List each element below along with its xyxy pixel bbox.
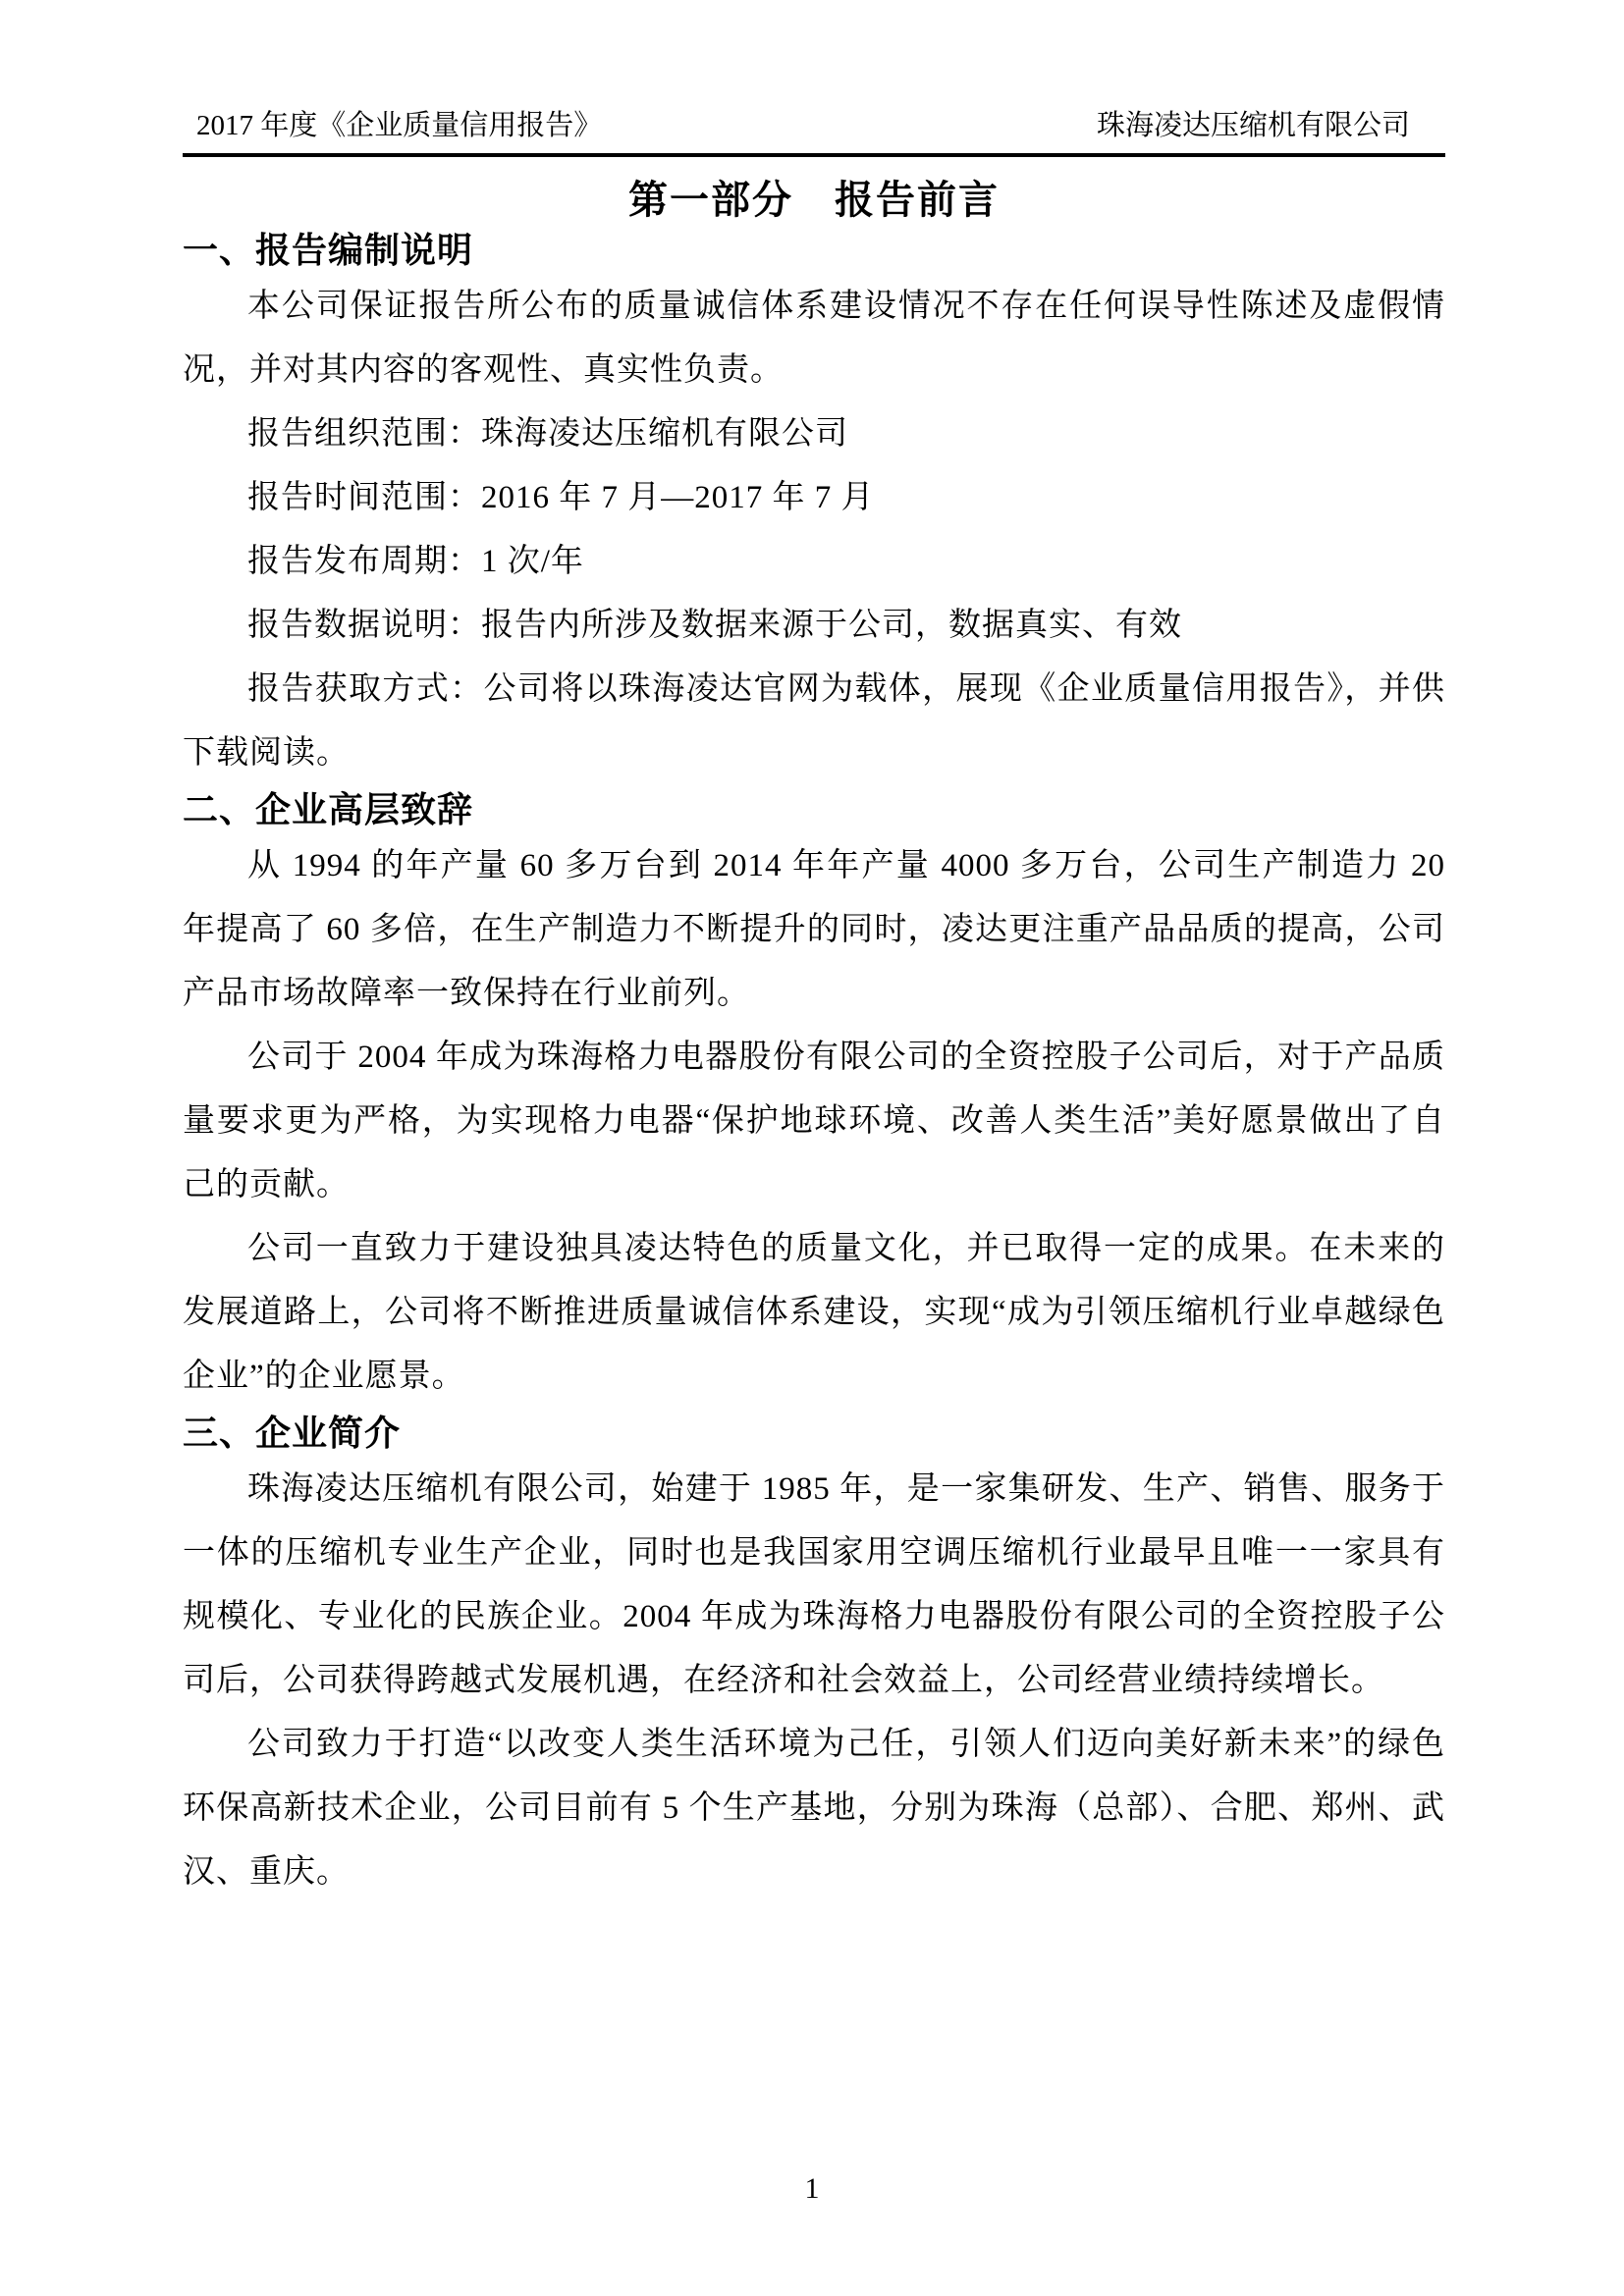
report-scope-line: 报告组织范围：珠海凌达压缩机有限公司 (247, 416, 848, 452)
report-period-line: 报告时间范围：2016 年 7 月—2017 年 7 月 (247, 480, 875, 515)
section-heading-company-profile: 三、企业简介 (183, 1414, 402, 1453)
page-title: 第一部分 报告前言 (628, 178, 1000, 222)
header-company-name: 珠海凌达压缩机有限公司 (1096, 110, 1410, 141)
paragraph: 本公司保证报告所公布的质量诚信体系建设情况不存在任何误导性陈述及虚假情况，并对其内容的客观性、真实性负责。 (183, 289, 1445, 388)
paragraph: 公司致力于打造“以改变人类生活环境为己任，引领人们迈向美好新未来”的绿色环保高新技术企业，公司目前有 5 个生产基地，分别为珠海（总部）、合肥、郑州、武汉、重庆。 (183, 1727, 1445, 1890)
header-report-title: 2017 年度《企业质量信用报告》 (196, 110, 603, 141)
paragraph: 珠海凌达压缩机有限公司，始建于 1985 年，是一家集研发、生产、销售、服务于一体的压缩机专业生产企业，同时也是我国家用空调压缩机行业最早且唯一一家具有规模化、专业化的民族企业。2004 年成为珠海格力电器股份有限公司的全资控股子公司后，公司获得跨越式发展机遇，在经济和社会效益上，公司经营业绩持续增长。 (183, 1471, 1445, 1698)
page-number: 1 (804, 2172, 820, 2205)
report-frequency-line: 报告发布周期：1 次/年 (247, 544, 584, 579)
section-heading-executive-address: 二、企业高层致辞 (183, 790, 474, 829)
report-data-note-line: 报告数据说明：报告内所涉及数据来源于公司，数据真实、有效 (247, 608, 1182, 643)
section-heading-report-notes: 一、报告编制说明 (183, 231, 474, 270)
page-content (183, 0, 1445, 1904)
paragraph: 从 1994 的年产量 60 多万台到 2014 年年产量 4000 多万台，公司生产制造力 20 年提高了 60 多倍，在生产制造力不断提升的同时，凌达更注重产品品质的提高，公司产品市场故障率一致保持在行业前列。 (183, 848, 1445, 1011)
paragraph: 公司于 2004 年成为珠海格力电器股份有限公司的全资控股子公司后，对于产品质量要求更为严格，为实现格力电器“保护地球环境、改善人类生活”美好愿景做出了自己的贡献。 (183, 1040, 1445, 1202)
paragraph: 公司一直致力于建设独具凌达特色的质量文化，并已取得一定的成果。在未来的发展道路上，公司将不断推进质量诚信体系建设，实现“成为引领压缩机行业卓越绿色企业”的企业愿景。 (183, 1231, 1445, 1394)
page-header (183, 104, 1445, 157)
report-access-line: 报告获取方式：公司将以珠海凌达官网为载体，展现《企业质量信用报告》，并供下载阅读。 (183, 671, 1445, 771)
